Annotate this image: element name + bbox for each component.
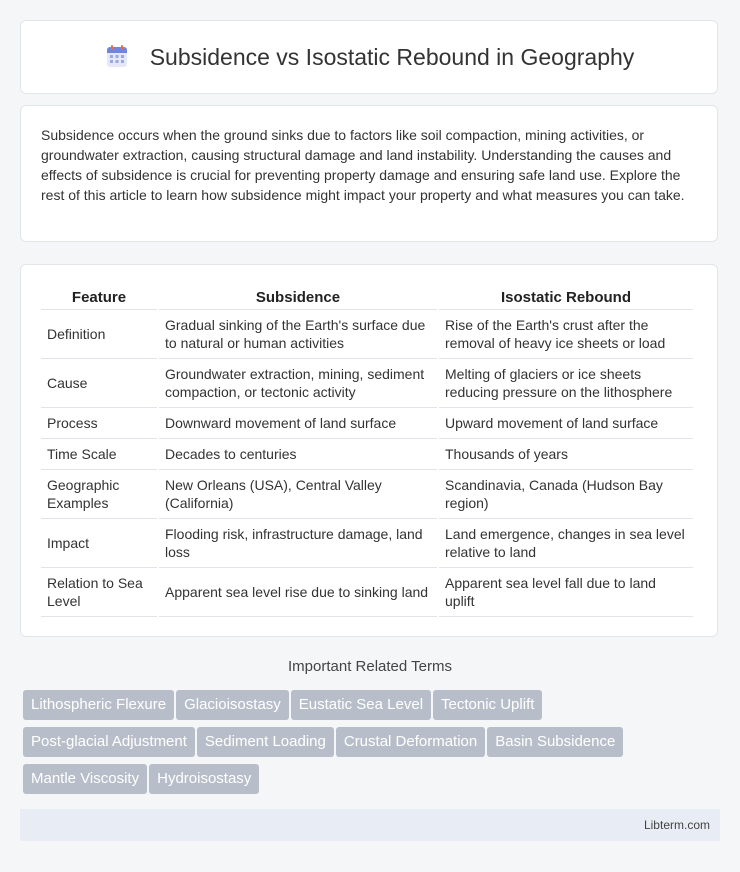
- term-tag[interactable]: Lithospheric Flexure: [23, 690, 174, 720]
- comparison-table: [39, 284, 695, 617]
- table-row: [41, 439, 693, 470]
- feature-cell: Cause: [41, 359, 157, 408]
- subsidence-cell: Gradual sinking of the Earth's surface due to natural or human activities: [159, 310, 437, 359]
- term-tag[interactable]: Eustatic Sea Level: [291, 690, 431, 720]
- rebound-cell: Melting of glaciers or ice sheets reducing pressure on the lithosphere: [439, 359, 693, 408]
- header-feature: Feature: [41, 284, 157, 310]
- term-tag[interactable]: Hydroisostasy: [149, 764, 259, 794]
- table-row: [41, 568, 693, 617]
- feature-cell: Relation to Sea Level: [41, 568, 157, 617]
- subsidence-cell: Decades to centuries: [159, 439, 437, 470]
- related-terms-title: Important Related Terms: [288, 658, 452, 675]
- subsidence-cell: Groundwater extraction, mining, sediment compaction, or tectonic activity: [159, 359, 437, 408]
- related-terms-list: [23, 690, 723, 801]
- table-row: [41, 310, 693, 359]
- footer-site-link[interactable]: Libterm.com: [643, 818, 710, 832]
- subsidence-cell: Apparent sea level rise due to sinking land: [159, 568, 437, 617]
- page-title: Subsidence vs Isostatic Rebound in Geography: [149, 43, 635, 70]
- rebound-cell: Thousands of years: [439, 439, 693, 470]
- term-tag[interactable]: Post-glacial Adjustment: [23, 727, 195, 757]
- term-tag[interactable]: Sediment Loading: [197, 727, 334, 757]
- rebound-cell: Upward movement of land surface: [439, 408, 693, 439]
- subsidence-cell: New Orleans (USA), Central Valley (California): [159, 470, 437, 519]
- subsidence-cell: Downward movement of land surface: [159, 408, 437, 439]
- header-subsidence: Subsidence: [159, 284, 437, 310]
- feature-cell: Process: [41, 408, 157, 439]
- term-tag[interactable]: Crustal Deformation: [336, 727, 485, 757]
- term-tag[interactable]: Tectonic Uplift: [433, 690, 542, 720]
- term-tag[interactable]: Basin Subsidence: [487, 727, 623, 757]
- rebound-cell: Rise of the Earth's crust after the removal of heavy ice sheets or load: [439, 310, 693, 359]
- table-row: [41, 470, 693, 519]
- rebound-cell: Scandinavia, Canada (Hudson Bay region): [439, 470, 693, 519]
- table-header-row: [41, 284, 693, 310]
- feature-cell: Time Scale: [41, 439, 157, 470]
- table-row: [41, 408, 693, 439]
- term-tag[interactable]: Glacioisostasy: [176, 690, 289, 720]
- comparison-card: [20, 264, 718, 637]
- table-row: [41, 519, 693, 568]
- subsidence-cell: Flooding risk, infrastructure damage, land loss: [159, 519, 437, 568]
- feature-cell: Definition: [41, 310, 157, 359]
- header-card: [20, 20, 718, 94]
- feature-cell: Geographic Examples: [41, 470, 157, 519]
- footer: [20, 809, 720, 841]
- rebound-cell: Apparent sea level fall due to land uplift: [439, 568, 693, 617]
- feature-cell: Impact: [41, 519, 157, 568]
- table-row: [41, 359, 693, 408]
- rebound-cell: Land emergence, changes in sea level relative to land: [439, 519, 693, 568]
- term-tag[interactable]: Mantle Viscosity: [23, 764, 147, 794]
- intro-paragraph: Subsidence occurs when the ground sinks due to factors like soil compaction, mining activities, or groundwater extraction, causing structural damage and land instability. Understanding the causes and effects of subsidence is crucial for preventing property damage and ensuring safe land use. Explore the rest of this article to learn how subsidence might impact your property and what measures you can take.: [41, 127, 685, 203]
- calendar-icon: [104, 44, 130, 70]
- intro-card: [20, 105, 718, 242]
- header-isostatic-rebound: Isostatic Rebound: [439, 284, 693, 310]
